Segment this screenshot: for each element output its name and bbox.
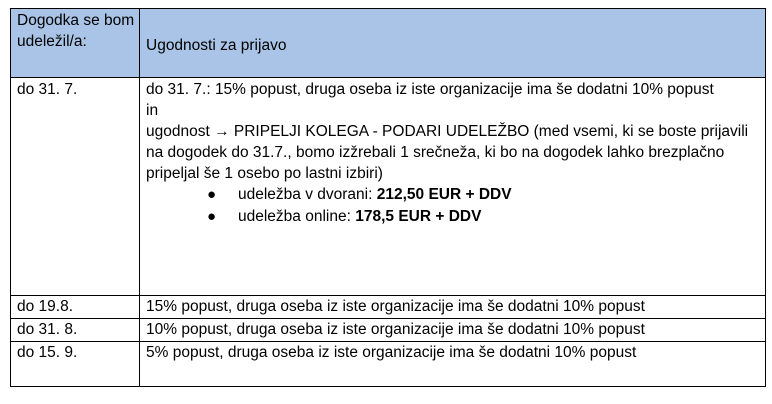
table-row: [11, 342, 766, 387]
table-row: [11, 319, 766, 342]
table-row: [11, 78, 766, 296]
option-label: udeležba v dvorani:: [238, 186, 377, 203]
option-label: udeležba online:: [238, 208, 356, 225]
bullet-icon: ●: [207, 208, 217, 225]
bullet-icon: ●: [207, 186, 217, 203]
benefits-cell: 15% popust, druga oseba iz iste organizacije ima še dodatni 10% popust: [140, 296, 766, 319]
attendance-options-list: [146, 184, 761, 228]
option-price: 212,50 EUR + DDV: [376, 186, 512, 203]
table-row: [11, 296, 766, 319]
benefit-main-text: do 31. 7.: 15% popust, druga oseba iz iste organizacije ima še dodatni 10% popust: [146, 81, 714, 98]
discounts-table: [10, 8, 766, 387]
option-price: 178,5 EUR + DDV: [355, 208, 482, 225]
benefit-promo-text: ugodnost → PRIPELJI KOLEGA - PODARI UDELEŽBO (med vsemi, ki se boste prijavili na dogodek do 31.7., bomo izžrebali 1 srečneža, ki bo na dogodek lahko brezplačno pripeljal še 1 osebo po lastni izbiri): [146, 123, 749, 182]
deadline-cell: do 15. 9.: [11, 342, 140, 387]
deadline-cell: do 19.8.: [11, 296, 140, 319]
deadline-cell: do 31. 8.: [11, 319, 140, 342]
benefits-cell: 10% popust, druga oseba iz iste organizacije ima še dodatni 10% popust: [140, 319, 766, 342]
benefits-cell: [140, 78, 766, 296]
list-item: [207, 184, 761, 206]
benefit-conjunction: in: [146, 102, 159, 119]
table-header-row: [11, 9, 766, 78]
benefits-cell: 5% popust, druga oseba iz iste organizacije ima še dodatni 10% popust: [140, 342, 766, 387]
header-attendance-deadline: Dogodka se bom udeležil/a:: [11, 9, 140, 78]
list-item: [207, 206, 761, 228]
header-registration-benefits: Ugodnosti za prijavo: [140, 9, 766, 78]
deadline-cell: do 31. 7.: [11, 78, 140, 296]
